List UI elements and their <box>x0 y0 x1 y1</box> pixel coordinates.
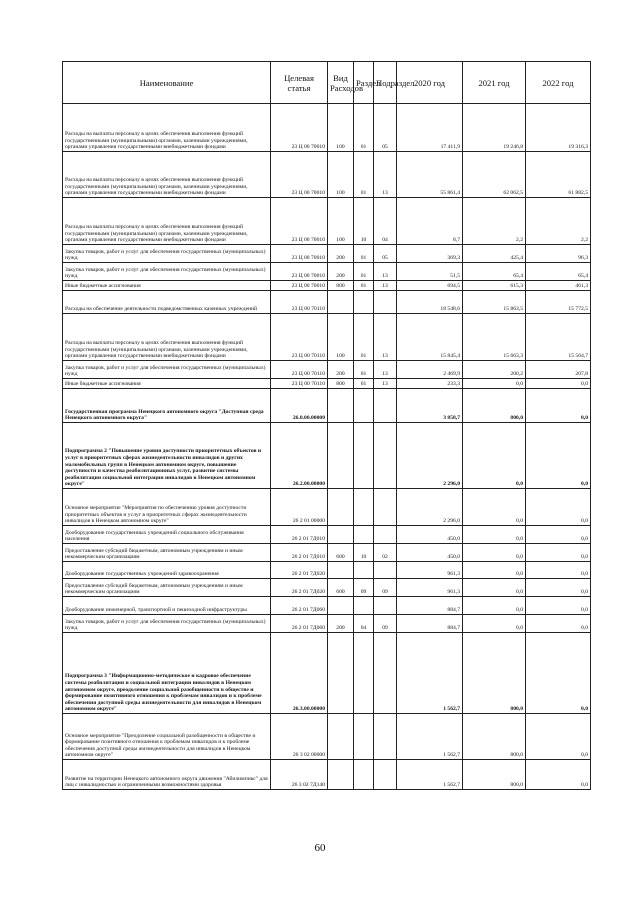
row-expense-type-cell: 100 <box>328 198 354 245</box>
row-name-cell: Подпрограмма 3 "Информационно-методическое и кадровое обеспечение системы реабилитации и социальной интеграции инвалидов в Ненецком автономном округе, преодоление социальной разобщенности в обществе и формирование позитивного отношения к проблемам инвалидов и к проблеме обеспечения доступной среды жизнедеятельности для инвалидов в Ненецком автономном округе" <box>63 633 271 714</box>
table-body <box>63 104 591 790</box>
row-2021-cell: 15 863,5 <box>463 291 526 314</box>
row-expense-type-cell: 600 <box>328 544 354 562</box>
row-2020-cell: 17 411,9 <box>397 104 463 152</box>
row-2022-cell: 0,0 <box>526 526 591 544</box>
row-2020-cell: 2 296,0 <box>397 423 463 489</box>
row-name-cell: Закупка товаров, работ и услуг для обеспечения государственных (муниципальных) нужд <box>63 263 271 281</box>
table-row <box>63 263 591 281</box>
row-2020-cell: 369,3 <box>397 245 463 263</box>
row-subsection-cell: 13 <box>374 281 397 291</box>
row-2020-cell: 884,7 <box>397 597 463 615</box>
header-year-2020: 2020 год <box>397 62 463 104</box>
row-2021-cell: 800,0 <box>463 714 526 760</box>
row-name-cell: Основное мероприятие "Преодоление социальной разобщенности в обществе и формирование позитивного отношения к проблемам инвалидов и к проблеме обеспечения доступной среды жизнедеятельности для инвалидов в Ненецком автономном округе" <box>63 714 271 760</box>
row-section-cell: 04 <box>354 615 374 633</box>
row-expense-type-cell: 800 <box>328 281 354 291</box>
row-expense-type-cell: 100 <box>328 314 354 361</box>
row-section-cell: 01 <box>354 379 374 389</box>
row-target-article-cell: 23 Ц 00 70010 <box>271 245 328 263</box>
row-target-article-cell: 23 Ц 00 70110 <box>271 361 328 379</box>
row-2020-cell: 3 858,7 <box>397 389 463 423</box>
row-2022-cell: 0,0 <box>526 544 591 562</box>
row-target-article-cell: 26 2 01 7Д060 <box>271 597 328 615</box>
row-2022-cell: 0,0 <box>526 489 591 526</box>
row-target-article-cell: 23 Ц 00 70110 <box>271 291 328 314</box>
row-expense-type-cell <box>328 291 354 314</box>
row-2021-cell: 0,0 <box>463 597 526 615</box>
row-2021-cell: 425,4 <box>463 245 526 263</box>
table-row <box>63 579 591 597</box>
row-section-cell <box>354 714 374 760</box>
row-section-cell <box>354 389 374 423</box>
table-row <box>63 281 591 291</box>
table-row <box>63 245 591 263</box>
row-target-article-cell: 23 Ц 00 70010 <box>271 104 328 152</box>
table-row <box>63 489 591 526</box>
row-2022-cell: 461,3 <box>526 281 591 291</box>
row-2020-cell: 233,3 <box>397 379 463 389</box>
row-name-cell: Расходы на обеспечение деятельности подведомственных казенных учреждений <box>63 291 271 314</box>
row-2020-cell: 1 562,7 <box>397 760 463 790</box>
row-2021-cell: 2,2 <box>463 198 526 245</box>
row-2022-cell: 0,0 <box>526 633 591 714</box>
row-name-cell: Расходы на выплаты персоналу в целях обеспечения выполнения функций государственными (муниципальными) органами, казенными учреждениями, органами управления государственными внебюджетными фондами <box>63 198 271 245</box>
row-2022-cell: 19 316,3 <box>526 104 591 152</box>
row-expense-type-cell <box>328 760 354 790</box>
row-2022-cell: 0,0 <box>526 714 591 760</box>
table-row <box>63 198 591 245</box>
row-target-article-cell: 23 Ц 00 70010 <box>271 152 328 198</box>
row-section-cell: 10 <box>354 198 374 245</box>
row-subsection-cell: 13 <box>374 152 397 198</box>
table-row <box>63 389 591 423</box>
table-row <box>63 714 591 760</box>
row-2021-cell: 0,0 <box>463 544 526 562</box>
row-2022-cell: 96,3 <box>526 245 591 263</box>
row-subsection-cell <box>374 562 397 579</box>
table-row <box>63 152 591 198</box>
row-2020-cell: 55 861,4 <box>397 152 463 198</box>
row-2021-cell: 0,0 <box>463 562 526 579</box>
row-2022-cell: 61 882,5 <box>526 152 591 198</box>
row-expense-type-cell <box>328 423 354 489</box>
row-section-cell <box>354 562 374 579</box>
row-target-article-cell: 26.0.00.00000 <box>271 389 328 423</box>
row-2020-cell: 2 469,9 <box>397 361 463 379</box>
row-expense-type-cell: 800 <box>328 379 354 389</box>
row-subsection-cell: 13 <box>374 263 397 281</box>
table-row <box>63 361 591 379</box>
row-subsection-cell <box>374 423 397 489</box>
row-expense-type-cell <box>328 526 354 544</box>
row-2020-cell: 1 562,7 <box>397 633 463 714</box>
row-section-cell: 01 <box>354 361 374 379</box>
row-section-cell: 01 <box>354 281 374 291</box>
row-2022-cell: 0,0 <box>526 423 591 489</box>
row-section-cell <box>354 760 374 790</box>
row-section-cell <box>354 597 374 615</box>
header-expense-type: Вид Расходов <box>328 62 354 104</box>
row-name-cell: Основное мероприятие "Мероприятия по обеспечению уровня доступности приоритетных объектов и услуг в приоритетных сферах жизнедеятельности инвалидов в Ненецком автономном округе" <box>63 489 271 526</box>
row-target-article-cell: 26 3 02 7Д140 <box>271 760 328 790</box>
header-name: Наименование <box>63 62 271 104</box>
row-2020-cell: 18 548,6 <box>397 291 463 314</box>
row-2021-cell: 0,0 <box>463 615 526 633</box>
row-subsection-cell: 13 <box>374 379 397 389</box>
table-row <box>63 760 591 790</box>
table-row <box>63 597 591 615</box>
row-subsection-cell <box>374 714 397 760</box>
row-name-cell: Подпрограмма 2 "Повышение уровня доступности приоритетных объектов и услуг в приоритетных сферах жизнедеятельности инвалидов и других маломобильных групп в Ненецком автономном округе, повышение доступности и качества реабилитационных услуг, развитие системы реабилитации социальной интеграции инвалидов в Ненецком автономном округе" <box>63 423 271 489</box>
row-target-article-cell: 23 Ц 00 70110 <box>271 379 328 389</box>
row-2022-cell: 0,0 <box>526 562 591 579</box>
row-name-cell: Закупка товаров, работ и услуг для обеспечения государственных (муниципальных) нужд <box>63 615 271 633</box>
row-name-cell: Закупка товаров, работ и услуг для обеспечения государственных (муниципальных) нужд <box>63 245 271 263</box>
row-expense-type-cell <box>328 489 354 526</box>
row-2021-cell: 0,0 <box>463 423 526 489</box>
row-target-article-cell: 23 Ц 00 70010 <box>271 198 328 245</box>
table-row <box>63 314 591 361</box>
row-2022-cell: 0,0 <box>526 379 591 389</box>
header-section: Раздел <box>354 62 374 104</box>
row-2021-cell: 800,0 <box>463 633 526 714</box>
row-2021-cell: 800,0 <box>463 760 526 790</box>
row-section-cell: 01 <box>354 104 374 152</box>
row-section-cell <box>354 291 374 314</box>
row-expense-type-cell: 200 <box>328 615 354 633</box>
row-2020-cell: 51,5 <box>397 263 463 281</box>
row-subsection-cell <box>374 760 397 790</box>
row-2020-cell: 961,3 <box>397 579 463 597</box>
row-expense-type-cell <box>328 633 354 714</box>
row-name-cell: Предоставление субсидий бюджетным, автономным учреждениям и иным некоммерческим организациям <box>63 544 271 562</box>
row-2021-cell: 0,0 <box>463 489 526 526</box>
row-section-cell <box>354 633 374 714</box>
row-2020-cell: 450,0 <box>397 526 463 544</box>
row-subsection-cell: 05 <box>374 104 397 152</box>
row-section-cell: 01 <box>354 314 374 361</box>
row-target-article-cell: 26 2 01 7Д020 <box>271 562 328 579</box>
row-expense-type-cell: 200 <box>328 263 354 281</box>
table-row <box>63 615 591 633</box>
row-2021-cell: 65,4 <box>463 263 526 281</box>
row-section-cell: 01 <box>354 152 374 198</box>
row-subsection-cell <box>374 526 397 544</box>
row-2022-cell: 0,0 <box>526 597 591 615</box>
row-subsection-cell: 09 <box>374 579 397 597</box>
row-name-cell: Иные бюджетные ассигнования <box>63 281 271 291</box>
row-2020-cell: 15 845,4 <box>397 314 463 361</box>
header-year-2022: 2022 год <box>526 62 591 104</box>
header-subsection: Подраздел <box>374 62 397 104</box>
row-subsection-cell: 13 <box>374 314 397 361</box>
row-subsection-cell <box>374 633 397 714</box>
row-2020-cell: 2 296,0 <box>397 489 463 526</box>
row-2022-cell: 15 772,5 <box>526 291 591 314</box>
row-2021-cell: 0,0 <box>463 526 526 544</box>
header-row <box>63 62 591 104</box>
row-name-cell: Предоставление субсидий бюджетным, автономным учреждениям и иным некоммерческим организациям <box>63 579 271 597</box>
row-section-cell <box>354 526 374 544</box>
row-target-article-cell: 26 2 01 7Д010 <box>271 544 328 562</box>
row-target-article-cell: 26 2 01 7Д060 <box>271 615 328 633</box>
row-name-cell: Дооборудование государственных учреждений социального обслуживания населения <box>63 526 271 544</box>
table-row <box>63 291 591 314</box>
row-target-article-cell: 26 2 01 7Д010 <box>271 526 328 544</box>
row-target-article-cell: 26.2.00.00000 <box>271 423 328 489</box>
row-2021-cell: 0,0 <box>463 579 526 597</box>
row-expense-type-cell: 200 <box>328 245 354 263</box>
row-section-cell: 09 <box>354 579 374 597</box>
row-name-cell: Расходы на выплаты персоналу в целях обеспечения выполнения функций государственными (муниципальными) органами, казенными учреждениями, органами управления государственными внебюджетными фондами <box>63 104 271 152</box>
header-year-2021: 2021 год <box>463 62 526 104</box>
row-target-article-cell: 26.3.00.00000 <box>271 633 328 714</box>
row-section-cell <box>354 489 374 526</box>
row-target-article-cell: 26 2 01 00000 <box>271 489 328 526</box>
table-row <box>63 423 591 489</box>
row-2021-cell: 19 246,8 <box>463 104 526 152</box>
row-2022-cell: 65,4 <box>526 263 591 281</box>
row-2021-cell: 62 062,5 <box>463 152 526 198</box>
row-target-article-cell: 23 Ц 00 70110 <box>271 314 328 361</box>
row-subsection-cell <box>374 597 397 615</box>
row-target-article-cell: 26 3 02 00000 <box>271 714 328 760</box>
row-section-cell: 10 <box>354 544 374 562</box>
row-name-cell: Расходы на выплаты персоналу в целях обеспечения выполнения функций государственными (муниципальными) органами, казенными учреждениями, органами управления государственными внебюджетными фондами <box>63 314 271 361</box>
row-2021-cell: 200,2 <box>463 361 526 379</box>
row-target-article-cell: 23 Ц 00 70010 <box>271 281 328 291</box>
row-target-article-cell: 23 Ц 00 70010 <box>271 263 328 281</box>
row-2021-cell: 800,0 <box>463 389 526 423</box>
row-subsection-cell: 04 <box>374 198 397 245</box>
row-2022-cell: 0,0 <box>526 389 591 423</box>
row-name-cell: Расходы на выплаты персоналу в целях обеспечения выполнения функций государственными (муниципальными) органами, казенными учреждениями, органами управления государственными внебюджетными фондами <box>63 152 271 198</box>
row-section-cell: 01 <box>354 263 374 281</box>
row-expense-type-cell <box>328 597 354 615</box>
row-2021-cell: 15 663,3 <box>463 314 526 361</box>
row-subsection-cell: 09 <box>374 615 397 633</box>
row-expense-type-cell <box>328 389 354 423</box>
row-expense-type-cell: 100 <box>328 152 354 198</box>
row-2020-cell: 884,7 <box>397 615 463 633</box>
table-row <box>63 104 591 152</box>
row-2021-cell: 0,0 <box>463 379 526 389</box>
row-2020-cell: 1 562,7 <box>397 714 463 760</box>
row-2021-cell: 615,3 <box>463 281 526 291</box>
row-2022-cell: 2,2 <box>526 198 591 245</box>
budget-table <box>62 61 591 790</box>
row-subsection-cell <box>374 489 397 526</box>
page-number: 60 <box>314 842 326 854</box>
row-2022-cell: 15 564,7 <box>526 314 591 361</box>
row-expense-type-cell: 100 <box>328 104 354 152</box>
row-2020-cell: 694,5 <box>397 281 463 291</box>
row-subsection-cell: 02 <box>374 544 397 562</box>
row-expense-type-cell <box>328 714 354 760</box>
row-2020-cell: 8,7 <box>397 198 463 245</box>
row-2022-cell: 0,0 <box>526 579 591 597</box>
row-name-cell: Развитие на территории Ненецкого автономного округа движения "Абилимпикс" для лиц с инвалидностью и ограниченными возможностями здоровья <box>63 760 271 790</box>
row-name-cell: Иные бюджетные ассигнования <box>63 379 271 389</box>
row-target-article-cell: 26 2 01 7Д020 <box>271 579 328 597</box>
row-2020-cell: 450,0 <box>397 544 463 562</box>
row-2022-cell: 0,0 <box>526 615 591 633</box>
row-section-cell <box>354 423 374 489</box>
row-subsection-cell <box>374 389 397 423</box>
row-name-cell: Закупка товаров, работ и услуг для обеспечения государственных (муниципальных) нужд <box>63 361 271 379</box>
table-row <box>63 544 591 562</box>
row-expense-type-cell <box>328 562 354 579</box>
table-row <box>63 562 591 579</box>
row-expense-type-cell: 600 <box>328 579 354 597</box>
table-row <box>63 526 591 544</box>
row-2020-cell: 961,3 <box>397 562 463 579</box>
table-row <box>63 379 591 389</box>
row-name-cell: Дооборудование государственных учреждений здравоохранения <box>63 562 271 579</box>
row-subsection-cell <box>374 291 397 314</box>
table-row <box>63 633 591 714</box>
row-section-cell: 01 <box>354 245 374 263</box>
row-name-cell: Государственная программа Ненецкого автономного округа "Доступная среда Ненецкого автономного округа" <box>63 389 271 423</box>
row-expense-type-cell: 200 <box>328 361 354 379</box>
row-2022-cell: 207,8 <box>526 361 591 379</box>
row-subsection-cell: 13 <box>374 361 397 379</box>
row-2022-cell: 0,0 <box>526 760 591 790</box>
row-name-cell: Дооборудование инженерной, транспортной и пешеходной инфраструктуры <box>63 597 271 615</box>
row-subsection-cell: 05 <box>374 245 397 263</box>
header-target-article: Целевая статья <box>271 62 328 104</box>
